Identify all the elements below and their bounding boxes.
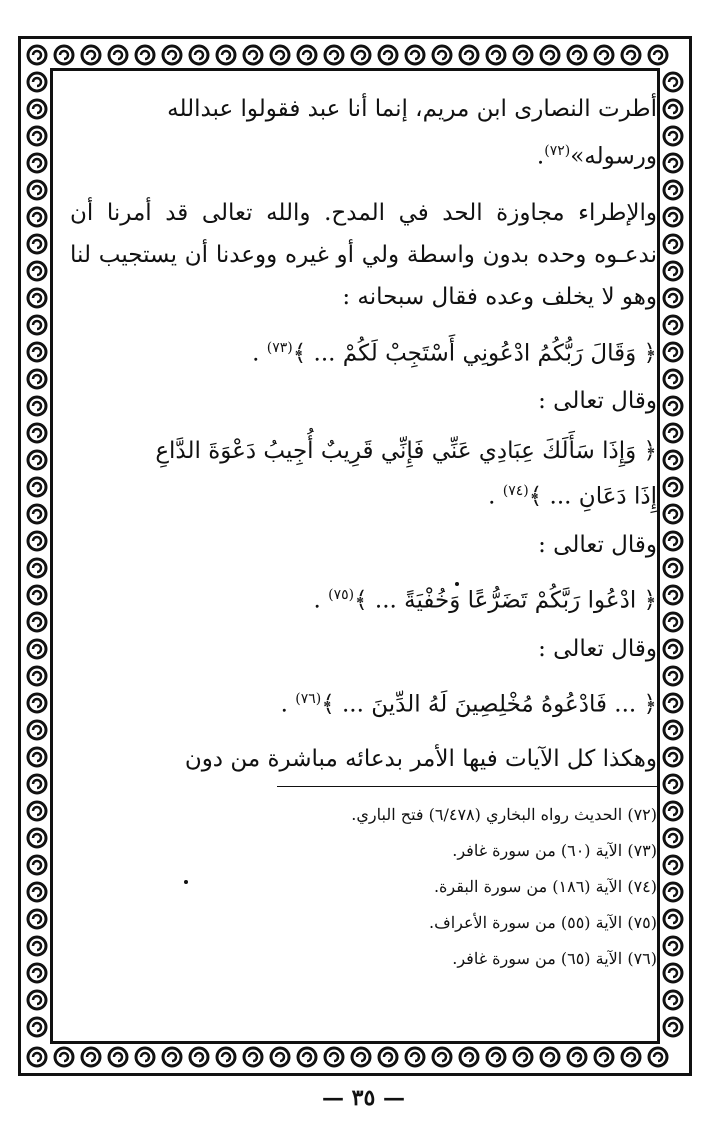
- say-label-1: وقال تعالى :: [538, 388, 657, 415]
- ornament-glyph: [664, 721, 682, 739]
- ornament-glyph: [595, 1048, 613, 1066]
- ornament-glyph: [406, 1048, 424, 1066]
- ornament-glyph: [664, 100, 682, 118]
- ornament-glyph: [352, 46, 370, 64]
- ornament-glyph: [28, 46, 46, 64]
- footnote-ref: (٧٤): [502, 483, 529, 500]
- page-number: — ٣٥ —: [322, 1085, 405, 1111]
- ornament-glyph: [28, 451, 46, 469]
- quran-verse-1: ﴿ وَقَالَ رَبُّكُمُ ادْعُونِي أَسْتَجِبْ لَكُمْ ... ﴾$^{(٧٣)}$ .: [252, 339, 657, 367]
- ornament-glyph: [217, 1048, 235, 1066]
- ornament-glyph: [568, 46, 586, 64]
- ornament-glyph: [514, 1048, 532, 1066]
- ornament-glyph: [664, 343, 682, 361]
- ornament-glyph: [271, 46, 289, 64]
- ornament-glyph: [664, 613, 682, 631]
- ornament-glyph: [244, 46, 262, 64]
- ornament-glyph: [28, 640, 46, 658]
- ornament-glyph: [136, 1048, 154, 1066]
- ornament-glyph: [541, 46, 559, 64]
- ornament-glyph: [664, 1018, 682, 1036]
- ornament-glyph: [664, 289, 682, 307]
- ornament-glyph: [664, 397, 682, 415]
- ornament-glyph: [541, 1048, 559, 1066]
- ornament-glyph: [28, 586, 46, 604]
- ornament-glyph: [28, 154, 46, 172]
- ornament-glyph: [379, 46, 397, 64]
- ornament-glyph: [664, 775, 682, 793]
- ornament-glyph: [664, 73, 682, 91]
- ornament-glyph: [664, 829, 682, 847]
- ornament-glyph: [28, 802, 46, 820]
- ornament-glyph: [28, 127, 46, 145]
- ornament-glyph: [664, 262, 682, 280]
- ornament-glyph: [664, 127, 682, 145]
- ornament-glyph: [28, 235, 46, 253]
- say-label-2: وقال تعالى :: [538, 531, 657, 558]
- ornament-glyph: [379, 1048, 397, 1066]
- page-text: [70, 88, 657, 1045]
- ornament-glyph: [28, 478, 46, 496]
- ornament-glyph: [664, 883, 682, 901]
- ornament-glyph: [55, 1048, 73, 1066]
- ornament-glyph: [28, 559, 46, 577]
- ornament-glyph: [28, 343, 46, 361]
- ornament-glyph: [163, 46, 181, 64]
- ornament-glyph: [325, 1048, 343, 1066]
- ornament-glyph: [664, 559, 682, 577]
- paragraph-last: وهكذا كل الآيات فيها الأمر بدعائه مباشرة من دون: [184, 746, 657, 773]
- ornament-glyph: [487, 1048, 505, 1066]
- ornament-glyph: [664, 937, 682, 955]
- ornament-glyph: [28, 289, 46, 307]
- footnote-75: (٧٥) الآية (٥٥) من سورة الأعراف.: [429, 913, 657, 933]
- ornament-glyph: [28, 424, 46, 442]
- ornament-glyph: [28, 505, 46, 523]
- footnote-ref: (٧٥): [328, 586, 355, 603]
- ornament-glyph: [664, 910, 682, 928]
- ornament-glyph: [28, 667, 46, 685]
- ornament-glyph: [664, 856, 682, 874]
- ornament-glyph: [664, 154, 682, 172]
- ornament-glyph: [28, 1048, 46, 1066]
- stray-dot: [455, 582, 459, 586]
- quran-verse-4: ﴿ ... فَادْعُوهُ مُخْلِصِينَ لَهُ الدِّينَ ... ﴾$^{(٧٦)}$ .: [280, 690, 657, 718]
- ornament-glyph: [28, 397, 46, 415]
- footnote-divider: [277, 786, 657, 787]
- ornament-glyph: [82, 46, 100, 64]
- ornament-glyph: [271, 1048, 289, 1066]
- ornament-glyph: [664, 964, 682, 982]
- ornament-glyph: [664, 694, 682, 712]
- ornament-glyph: [664, 316, 682, 334]
- ornament-glyph: [433, 46, 451, 64]
- ornament-glyph: [28, 100, 46, 118]
- ornament-glyph: [109, 1048, 127, 1066]
- ornament-glyph: [298, 1048, 316, 1066]
- ornament-glyph: [28, 937, 46, 955]
- ornament-glyph: [28, 775, 46, 793]
- ornament-glyph: [433, 1048, 451, 1066]
- ornament-glyph: [55, 46, 73, 64]
- ornament-glyph: [664, 748, 682, 766]
- ornament-glyph: [28, 748, 46, 766]
- ornament-glyph: [190, 46, 208, 64]
- ornament-glyph: [28, 181, 46, 199]
- ornament-glyph: [664, 235, 682, 253]
- footnote-ref: (٧٢): [544, 143, 571, 159]
- ornament-glyph: [664, 370, 682, 388]
- ornament-glyph: [622, 46, 640, 64]
- ornament-glyph: [406, 46, 424, 64]
- ornament-glyph: [28, 694, 46, 712]
- ornament-glyph: [82, 1048, 100, 1066]
- ornament-glyph: [28, 316, 46, 334]
- ornament-glyph: [664, 991, 682, 1009]
- ornament-glyph: [649, 1048, 667, 1066]
- paragraph-2: والإطراء مجاوزة الحد في المدح. والله تعالى قد أمرنا أن ندعـوه وحده بدون واسطة ولي أو غيره ووعدنا أن يستجيب لنا وهو لا يخلف وعده فقال سبحانه :: [70, 199, 657, 310]
- ornament-glyph: [664, 640, 682, 658]
- ornament-glyph: [568, 1048, 586, 1066]
- ornament-glyph: [325, 46, 343, 64]
- ornament-glyph: [28, 613, 46, 631]
- ornament-glyph: [28, 73, 46, 91]
- footnote-73: (٧٣) الآية (٦٠) من سورة غافر.: [452, 841, 657, 861]
- ornament-glyph: [352, 1048, 370, 1066]
- ornament-glyph: [664, 478, 682, 496]
- footnote-ref: (٧٦): [295, 690, 322, 707]
- ornament-glyph: [664, 667, 682, 685]
- ornament-glyph: [28, 991, 46, 1009]
- ornament-glyph: [28, 532, 46, 550]
- ornament-glyph: [664, 532, 682, 550]
- ornament-glyph: [28, 370, 46, 388]
- ornament-glyph: [163, 1048, 181, 1066]
- ornament-glyph: [244, 1048, 262, 1066]
- ornament-glyph: [664, 208, 682, 226]
- ornament-glyph: [460, 1048, 478, 1066]
- quran-verse-2: ﴿ وَإِذَا سَأَلَكَ عِبَادِي عَنِّي فَإِنِّي قَرِيبٌ أُجِيبُ دَعْوَةَ الدَّاعِ إِذَا دَعَانِ ... ﴾$^{(٧٤)}$ .: [155, 438, 657, 510]
- ornament-glyph: [217, 46, 235, 64]
- ornament-glyph: [664, 586, 682, 604]
- say-label-3: وقال تعالى :: [538, 635, 657, 662]
- footnote-76: (٧٦) الآية (٦٥) من سورة غافر.: [452, 949, 657, 969]
- ornament-glyph: [664, 802, 682, 820]
- ornament-glyph: [460, 46, 478, 64]
- ornament-glyph: [622, 1048, 640, 1066]
- ornament-glyph: [136, 46, 154, 64]
- ornament-glyph: [28, 721, 46, 739]
- ornament-glyph: [487, 46, 505, 64]
- ornament-glyph: [28, 829, 46, 847]
- ornament-glyph: [28, 1018, 46, 1036]
- ornament-glyph: [28, 910, 46, 928]
- footnote-72: (٧٢) الحديث رواه البخاري (٦/٤٧٨) فتح الباري.: [351, 805, 657, 825]
- ornament-glyph: [28, 208, 46, 226]
- quran-verse-3: ﴿ ادْعُوا رَبَّكُمْ تَضَرُّعًا وَخُفْيَةً ... ﴾$^{(٧٥)}$ .: [313, 586, 657, 614]
- ornament-glyph: [109, 46, 127, 64]
- ornament-glyph: [514, 46, 532, 64]
- ornament-glyph: [28, 964, 46, 982]
- ornament-glyph: [28, 262, 46, 280]
- ornament-glyph: [649, 46, 667, 64]
- ornament-glyph: [664, 505, 682, 523]
- ornament-glyph: [190, 1048, 208, 1066]
- stray-dot: [184, 880, 188, 884]
- ornament-glyph: [595, 46, 613, 64]
- ornament-glyph: [28, 856, 46, 874]
- ornament-glyph: [664, 451, 682, 469]
- ornament-glyph: [298, 46, 316, 64]
- ornament-glyph: [664, 181, 682, 199]
- paragraph-1: أطرت النصارى ابن مريم، إنما أنا عبد فقولوا عبدالله ورسوله»$^{(٧٢)}$.: [167, 96, 657, 170]
- ornament-glyph: [28, 883, 46, 901]
- footnote-ref: (٧٣): [266, 339, 293, 356]
- ornament-glyph: [664, 424, 682, 442]
- footnote-74: (٧٤) الآية (١٨٦) من سورة البقرة.: [433, 877, 657, 897]
